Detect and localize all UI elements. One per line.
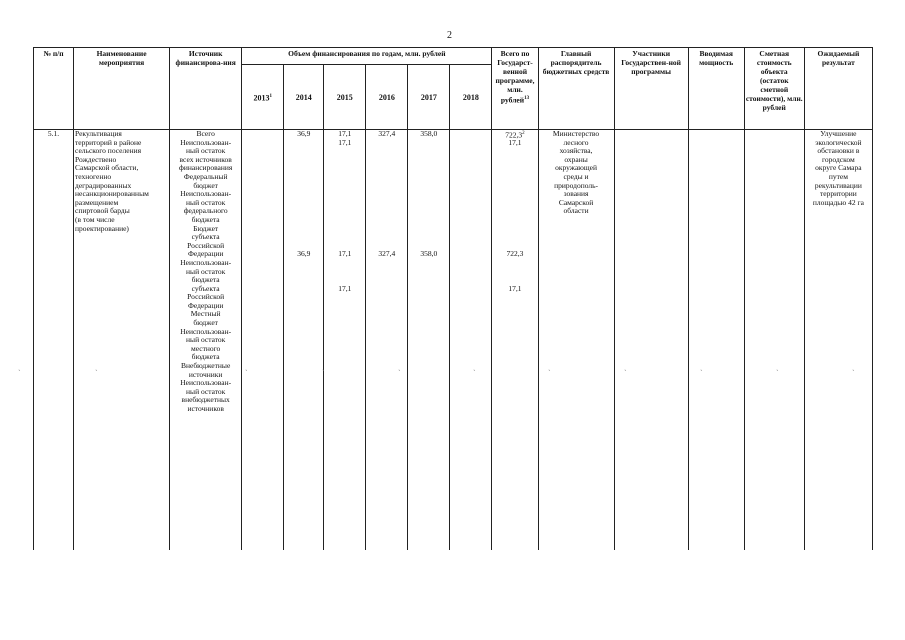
- value-2015-subject: 17,1: [338, 249, 352, 258]
- value-2017-subject: 358,0: [420, 249, 438, 258]
- value-total-unused-all: 17,1: [508, 138, 522, 147]
- header-year-2016: 2016: [366, 65, 408, 130]
- header-result: Ожидаемый результат: [804, 48, 872, 130]
- row-participants: [614, 130, 688, 551]
- row-admin: Министерство лесного хозяйства, охраны окружающей среды и природополь- зования Самарской области: [538, 130, 614, 551]
- scan-speck: ˏ: [776, 362, 779, 371]
- scan-speck: ˏ: [548, 362, 551, 371]
- scan-speck: ˏ: [95, 362, 98, 371]
- scan-speck: ˏ: [700, 362, 703, 371]
- scan-speck: ˏ: [398, 362, 401, 371]
- scan-speck: ˏ: [245, 362, 248, 371]
- header-year-2018: 2018: [450, 65, 492, 130]
- value-total-all: 722,3$^2$: [505, 130, 525, 140]
- header-year-2014: 2014: [284, 65, 324, 130]
- cell-2018: [450, 130, 492, 551]
- cell-2017: [408, 130, 450, 551]
- value-2015-unused-subject: 17,1: [338, 284, 352, 293]
- row-number: 5.1.: [34, 130, 74, 551]
- header-participants: Участники Государствен-ной программы: [614, 48, 688, 130]
- value-2015-total: 17,1: [338, 129, 352, 138]
- value-total-unused-subject: 17,1: [508, 284, 522, 293]
- header-capacity: Вводимая мощность: [688, 48, 744, 130]
- header-source: Источник финансирова-ния: [170, 48, 242, 130]
- header-number: № п/п: [34, 48, 74, 130]
- scan-speck: ˏ: [473, 362, 476, 371]
- header-year-2013: 2013$^1$: [242, 65, 284, 130]
- header-funding-group: Объем финансирования по годам, млн. рублей: [242, 48, 492, 65]
- cell-2016: [366, 130, 408, 551]
- value-2015-unused-all: 17,1: [338, 138, 352, 147]
- header-total: Всего по Государст-венной программе, млн. рублей$^{13}$: [492, 48, 538, 130]
- header-year-2015: 2015: [324, 65, 366, 130]
- header-year-2017: 2017: [408, 65, 450, 130]
- value-2016-total: 327,4: [378, 129, 396, 138]
- funding-table: [33, 47, 873, 550]
- row-result: Улучшение экологической обстановки в городском округе Самара путем рекультивации территории площадью 42 га: [804, 130, 872, 551]
- scan-speck: ˏ: [322, 362, 325, 371]
- cell-2015: [324, 130, 366, 551]
- row-cost: [744, 130, 804, 551]
- row-name: Рекультивация территорий в районе сельского поселения Рождествено Самарской области, техногенно деградированных несанкционированным размещением спиртовой барды (в том числе проектирование): [74, 130, 170, 551]
- header-cost: Сметная стоимость объекта (остаток сметной стоимости), млн. рублей: [744, 48, 804, 130]
- scan-speck: ˏ: [852, 362, 855, 371]
- value-total-subject: 722,3: [506, 249, 524, 258]
- scan-speck: ˏ: [624, 362, 627, 371]
- cell-2013: [242, 130, 284, 551]
- header-admin: Главный распорядитель бюджетных средств: [538, 48, 614, 130]
- value-2014-total: 36,9: [297, 129, 311, 138]
- page-number: 2: [447, 30, 452, 41]
- table-row: [34, 130, 873, 551]
- header-name: Наименование мероприятия: [74, 48, 170, 130]
- scan-speck: ˏ: [18, 362, 21, 371]
- value-2017-total: 358,0: [420, 129, 438, 138]
- row-capacity: [688, 130, 744, 551]
- value-2016-subject: 327,4: [378, 249, 396, 258]
- cell-2014: [284, 130, 324, 551]
- value-2014-subject: 36,9: [297, 249, 311, 258]
- cell-total: [492, 130, 538, 551]
- row-sources: Всего Неиспользован- ный остаток всех источников финансирования Федеральный бюджет Неиспользован- ный остаток федерального бюджета Бюджет субъекта Российской Федерации Неиспользован- ный остаток бюджета субъекта Российской Федерации Местный бюджет Неиспользован- ный остаток местного бюджета Внебюджетные источники Неиспользован- ный остаток внебюджетных источников: [170, 130, 242, 551]
